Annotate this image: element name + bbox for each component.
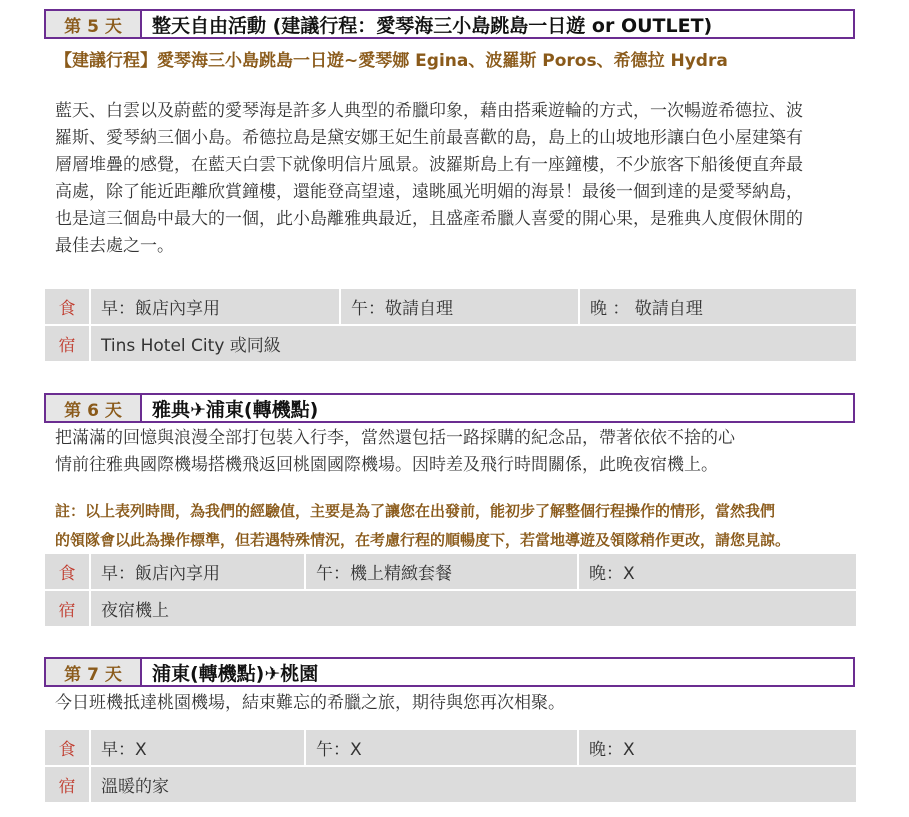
description-line: 層層堆疊的感覺，在藍天白雲下就像明信片風景。波羅斯島上有一座鐘樓，不少旅客下船後便直奔最 xyxy=(55,155,803,175)
breakfast-cell: 早：飯店內享用 xyxy=(101,564,220,584)
hotel-row xyxy=(45,591,856,628)
hotel-row xyxy=(45,326,856,363)
day7-label: 第 7 天 xyxy=(46,659,142,685)
meal-row xyxy=(45,554,856,591)
description-line: 藍天、白雲以及蔚藍的愛琴海是許多人典型的希臘印象，藉由搭乘遊輪的方式，一次暢遊希德拉、波 xyxy=(55,101,803,121)
description-line: 也是這三個島中最大的一個，此小島離雅典最近，且盛產希臘人喜愛的開心果，是雅典人度假休閒的 xyxy=(55,209,803,229)
day6-header xyxy=(44,393,855,423)
meal-icon: 食 xyxy=(45,289,91,324)
hotel-cell: Tins Hotel City 或同級 xyxy=(101,336,281,356)
day6-title: 雅典✈浦東(轉機點) xyxy=(152,398,319,421)
hotel-cell: 夜宿機上 xyxy=(101,601,169,621)
dinner-cell: 晚：X xyxy=(577,554,856,589)
hotel-icon: 宿 xyxy=(45,591,91,626)
day6-label: 第 6 天 xyxy=(46,395,142,421)
hotel-icon: 宿 xyxy=(45,767,91,802)
day6-description xyxy=(55,425,867,479)
day5-label: 第 5 天 xyxy=(46,11,142,37)
lunch-cell: 午：敬請自理 xyxy=(339,289,578,324)
lunch-cell: 午：機上精緻套餐 xyxy=(304,554,577,589)
day5-header xyxy=(44,9,855,39)
meal-icon: 食 xyxy=(45,730,91,765)
description-line: 高處，除了能近距離欣賞鐘樓，還能登高望遠，遠眺風光明媚的海景！最後一個到達的是愛琴納島， xyxy=(55,182,803,202)
lunch-cell: 午：X xyxy=(304,730,577,765)
description-line: 最佳去處之一。 xyxy=(55,236,174,256)
dinner-cell: 晚 ： 敬請自理 xyxy=(578,289,856,324)
day6-meal-table xyxy=(45,554,856,628)
day5-description xyxy=(55,98,867,260)
day5-meal-table xyxy=(45,289,856,363)
day5-suggestion: 【建議行程】愛琴海三小島跳島一日遊~愛琴娜 Egina、波羅斯 Poros、希德拉 Hydra xyxy=(55,51,728,71)
note-line: 的領隊會以此為操作標準，但若遇特殊情況，在考慮行程的順暢度下，若當地導遊及領隊稍作更改，請您見諒。 xyxy=(55,531,791,549)
day7-meal-table xyxy=(45,730,856,804)
day7-title: 浦東(轉機點)✈桃園 xyxy=(152,662,319,685)
breakfast-cell: 早：飯店內享用 xyxy=(101,299,220,319)
breakfast-cell: 早：X xyxy=(101,740,147,760)
description-line: 羅斯、愛琴納三個小島。希德拉島是黛安娜王妃生前最喜歡的島，島上的山坡地形讓白色小屋建築有 xyxy=(55,128,803,148)
meal-row xyxy=(45,289,856,326)
day6-note xyxy=(55,497,867,555)
hotel-icon: 宿 xyxy=(45,326,91,361)
description-line: 今日班機抵達桃園機場，結束難忘的希臘之旅，期待與您再次相聚。 xyxy=(55,693,565,713)
meal-icon: 食 xyxy=(45,554,91,589)
dinner-cell: 晚：X xyxy=(577,730,856,765)
day7-description xyxy=(55,690,867,717)
day5-title: 整天自由活動 (建議行程：愛琴海三小島跳島一日遊 or OUTLET) xyxy=(152,14,713,37)
day7-header xyxy=(44,657,855,687)
hotel-row xyxy=(45,767,856,804)
note-line: 註：以上表列時間，為我們的經驗值，主要是為了讓您在出發前，能初步了解整個行程操作的情形，當然我們 xyxy=(55,502,776,520)
hotel-cell: 溫暖的家 xyxy=(101,777,169,797)
meal-row xyxy=(45,730,856,767)
description-line: 把滿滿的回憶與浪漫全部打包裝入行李，當然還包括一路採購的紀念品，帶著依依不捨的心 xyxy=(55,428,735,448)
description-line: 情前往雅典國際機場搭機飛返回桃園國際機場。因時差及飛行時間關係，此晚夜宿機上。 xyxy=(55,455,718,475)
